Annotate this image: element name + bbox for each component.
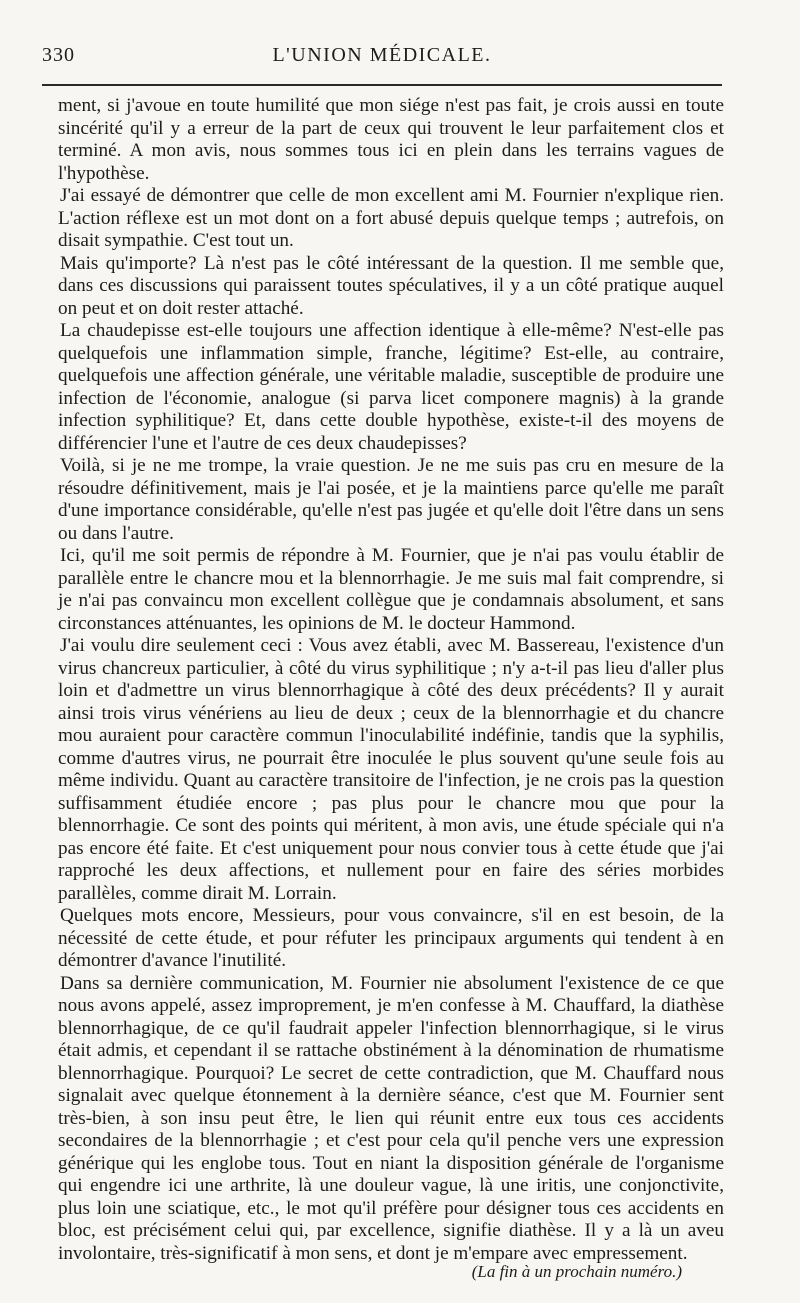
article-body <box>58 95 724 1265</box>
paragraph: Quelques mots encore, Messieurs, pour vous convaincre, s'il en est besoin, de la nécessité de cette étude, et pour réfuter les principaux arguments qui tendent à en démontrer d'avance l'inutilité. <box>58 905 724 971</box>
page-number: 330 <box>42 44 75 66</box>
paragraph: Mais qu'importe? Là n'est pas le côté intéressant de la question. Il me semble que, dans ces discussions qui paraissent toutes spéculatives, il y a un côté pratique auquel on peut et on doit rester attaché. <box>58 252 724 319</box>
continuation-note: (La fin à un prochain numéro.) <box>471 1262 682 1281</box>
paragraph: La chaudepisse est-elle toujours une affection identique à elle-même? N'est-elle pas quelquefois une inflammation simple, franche, légitime? Est-elle, au contraire, quelquefois une affection générale, une véritable maladie, susceptible de produire une infection de l'économie, analogue (si parva licet componere magnis) à la grande infection syphilitique? Et, dans cette double hypothèse, existe-t-il des moyens de différencier l'une et l'autre de ces deux chaudepisses? <box>58 320 724 454</box>
paragraph: Dans sa dernière communication, M. Fournier nie absolument l'existence de ce que nous avons appelé, assez improprement, je m'en confesse à M. Chauffard, la diathèse blennorrhagique, de ce qu'il faudrait appeler l'infection blennorrhagique, si le virus était admis, et cependant il se rattache obstinément à la dénomination de rhumatisme blennorrhagique. Pourquoi? Le secret de cette contradiction, que M. Chauffard nous signalait avec quelque étonnement à la dernière séance, c'est que M. Fournier sent très-bien, à son insu peut être, le lien qui réunit entre eux tous ces accidents secondaires de la blennorrhagie ; et c'est pour cela qu'il penche vers une expression générique qui les englobe tous. Tout en niant la disposition générale de l'organisme qui engendre ici une arthrite, là une douleur vague, là une iritis, une conjonctivite, plus loin une sciatique, etc., le mot qu'il préfère pour désigner tous ces accidents en bloc, est précisément celui qui, par excellence, signifie diathèse. Il y a là un aveu involontaire, très-significatif à mon sens, et dont je m'empare avec empressement. <box>58 972 724 1264</box>
paragraph: ment, si j'avoue en toute humilité que mon siége n'est pas fait, je crois aussi en toute sincérité qu'il y a erreur de la part de ceux qui trouvent le leur parfaitement clos et terminé. A mon avis, nous sommes tous ici en plein dans les terrains vagues de l'hypothèse. <box>58 95 724 184</box>
paragraph: J'ai voulu dire seulement ceci : Vous avez établi, avec M. Bassereau, l'existence d'un virus chancreux particulier, à côté du virus syphilitique ; n'y a-t-il pas lieu d'aller plus loin et d'admettre un virus blennorrhagique à côté des deux précédents? Il y aurait ainsi trois virus vénériens au lieu de deux ; ceux de la blennorrhagie et du chancre mou auraient pour caractère commun l'inoculabilité indéfinie, tandis que la syphilis, comme d'autres virus, ne pourrait être inoculée le plus souvent qu'une seule fois au même individu. Quant au caractère transitoire de l'infection, je ne crois pas la question suffisamment étudiée encore ; pas plus pour le chancre mou que pour la blennorrhagie. Ce sont des points qui méritent, à mon avis, une étude spéciale qui n'a pas encore été faite. Et c'est uniquement pour nous convier tous à cette étude que j'ai rapproché les deux affections, et nullement pour en faire des séries morbides parallèles, comme dirait M. Lorrain. <box>58 635 724 904</box>
paragraph: J'ai essayé de démontrer que celle de mon excellent ami M. Fournier n'explique rien. L'action réflexe est un mot dont on a fort abusé depuis quelque temps ; autrefois, on disait sympathie. C'est tout un. <box>58 185 724 251</box>
page-header <box>42 44 722 80</box>
running-title: L'UNION MÉDICALE. <box>272 44 492 66</box>
header-rule <box>42 84 722 86</box>
paragraph: Ici, qu'il me soit permis de répondre à M. Fournier, que je n'ai pas voulu établir de parallèle entre le chancre mou et la blennorrhagie. Je me suis mal fait comprendre, si je n'ai pas convaincu mon excellent collègue que je condamnais absolument, et sans circonstances atténuantes, les opinions de M. le docteur Hammond. <box>58 545 724 634</box>
paragraph: Voilà, si je ne me trompe, la vraie question. Je ne me suis pas cru en mesure de la résoudre définitivement, mais je l'ai posée, et je la maintiens parce qu'elle me paraît d'une importance considérable, qu'elle n'est pas jugée et qu'elle doit l'être dans un sens ou dans l'autre. <box>58 455 724 544</box>
